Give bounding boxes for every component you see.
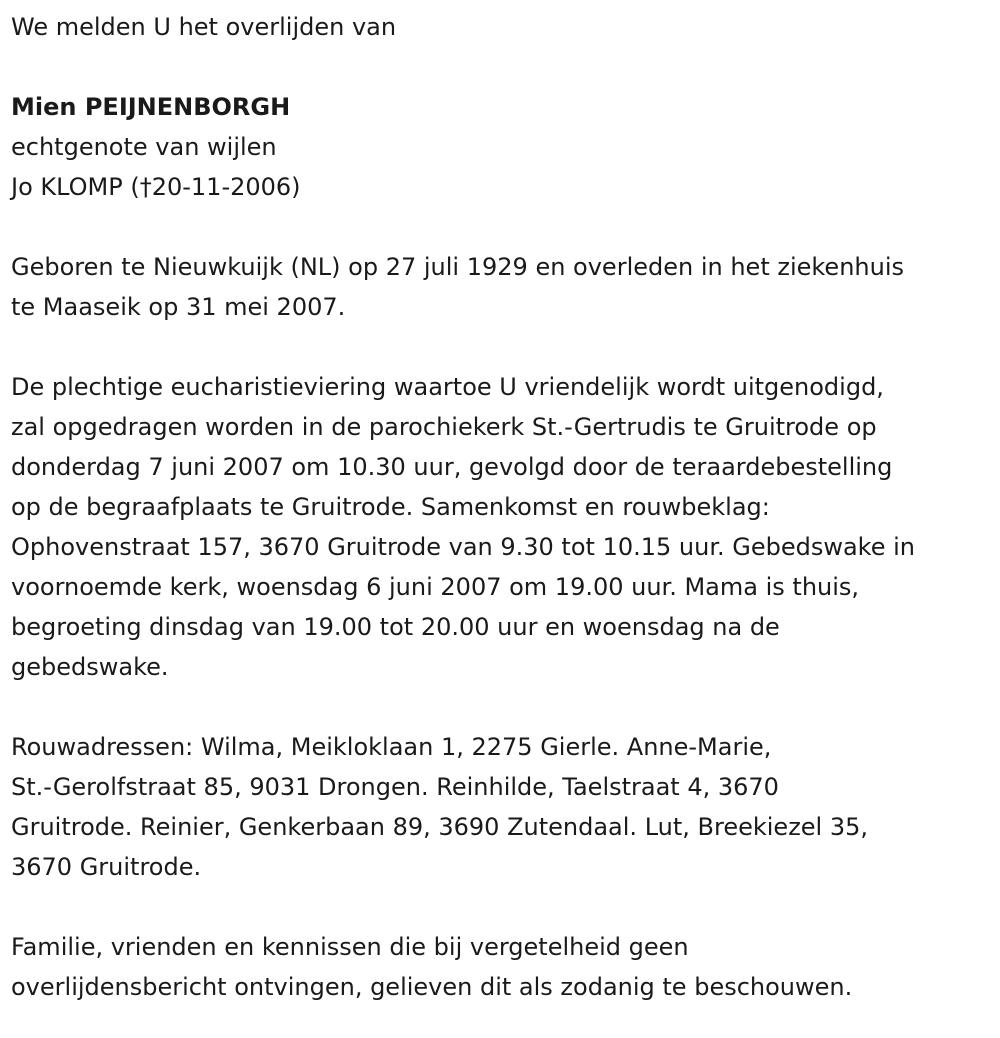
ceremony-line: begroeting dinsdag van 19.00 tot 20.00 uur en woensdag na de	[11, 613, 780, 641]
ceremony-line: gebedswake.	[11, 653, 169, 681]
address-line: 3670 Gruitrode.	[11, 853, 202, 881]
ceremony-line: De plechtige eucharistieviering waartoe U vriendelijk wordt uitgenodigd,	[11, 373, 884, 401]
address-line: Gruitrode. Reinier, Genkerbaan 89, 3690 Zutendaal. Lut, Breekiezel 35,	[11, 813, 869, 841]
ceremony-line: op de begraafplaats te Gruitrode. Samenkomst en rouwbeklag:	[11, 493, 770, 521]
spacer	[11, 207, 996, 247]
ceremony-line: zal opgedragen worden in de parochiekerk St.-Gertrudis te Gruitrode op	[11, 413, 877, 441]
closing-line: overlijdensbericht ontvingen, gelieven dit als zodanig te beschouwen.	[11, 973, 853, 1001]
birth-death-line: te Maaseik op 31 mei 2007.	[11, 293, 346, 321]
ceremony-line: donderdag 7 juni 2007 om 10.30 uur, gevolgd door de teraardebestelling	[11, 453, 893, 481]
spacer	[11, 687, 996, 727]
ceremony-line: Ophovenstraat 157, 3670 Gruitrode van 9.30 tot 10.15 uur. Gebedswake in	[11, 533, 915, 561]
spacer	[11, 327, 996, 367]
closing-line: Familie, vrienden en kennissen die bij vergetelheid geen	[11, 933, 689, 961]
address-line: Rouwadressen: Wilma, Meikloklaan 1, 2275 Gierle. Anne-Marie,	[11, 733, 772, 761]
birth-death-line: Geboren te Nieuwkuijk (NL) op 27 juli 1929 en overleden in het ziekenhuis	[11, 253, 905, 281]
obituary-notice	[11, 7, 996, 1007]
spacer	[11, 887, 996, 927]
spacer	[11, 47, 996, 87]
spouse-text: Jo KLOMP (†20-11-2006)	[11, 173, 301, 201]
intro-text: We melden U het overlijden van	[11, 13, 397, 41]
ceremony-line: voornoemde kerk, woensdag 6 juni 2007 om 19.00 uur. Mama is thuis,	[11, 573, 860, 601]
deceased-name: Mien PEIJNENBORGH	[11, 93, 291, 121]
address-line: St.-Gerolfstraat 85, 9031 Drongen. Reinhilde, Taelstraat 4, 3670	[11, 773, 779, 801]
relation-text: echtgenote van wijlen	[11, 133, 277, 161]
